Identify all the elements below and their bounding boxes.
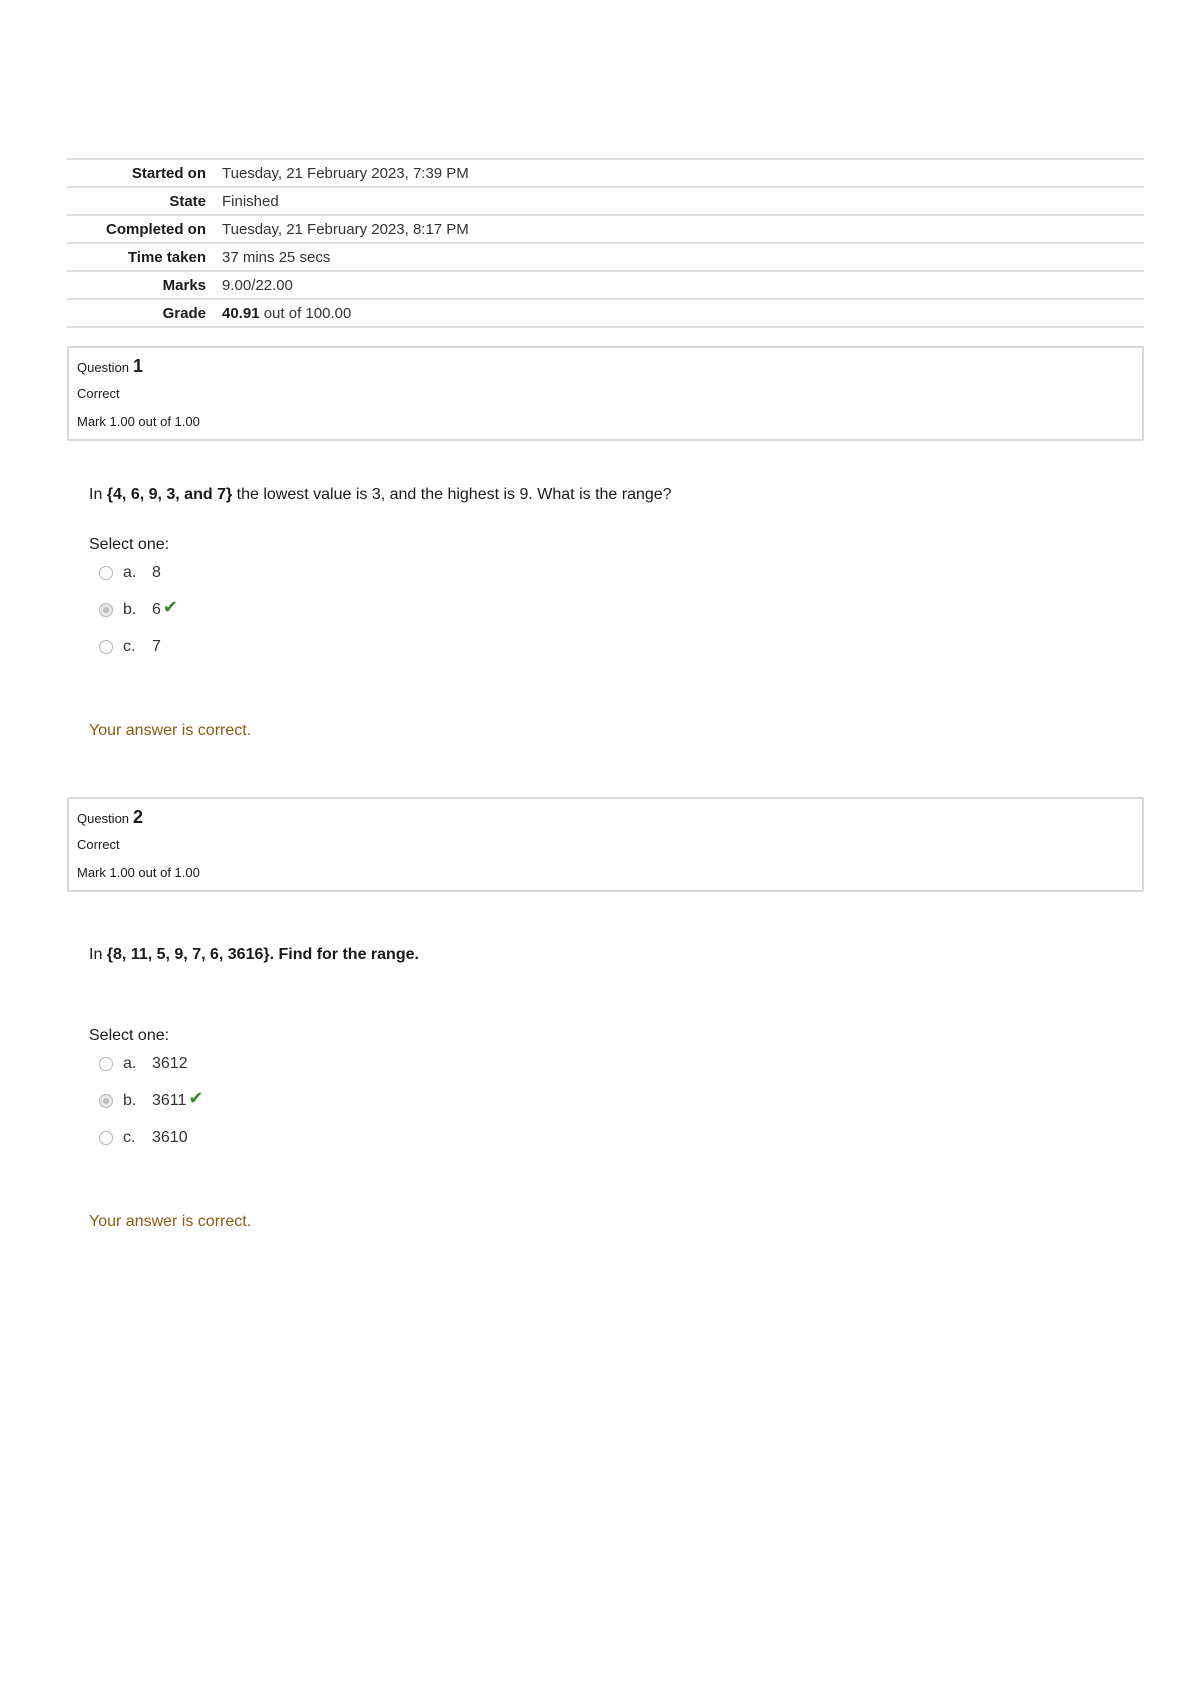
question-info-box: [67, 797, 1144, 892]
option-letter: b.: [123, 601, 137, 618]
answer-feedback: Your answer is correct.: [89, 722, 252, 739]
question-state: Correct: [77, 386, 120, 401]
answer-option-a[interactable]: [99, 562, 161, 584]
question-label: Question: [77, 811, 130, 826]
answer-option-c[interactable]: [99, 636, 161, 658]
select-one-label: Select one:: [89, 1027, 170, 1044]
summary-label: State: [67, 187, 222, 215]
summary-row-time-taken: [67, 243, 1144, 271]
summary-value: 9.00/22.00: [222, 271, 1144, 299]
question-text-bold: {4, 6, 9, 3, and 7}: [106, 486, 233, 503]
question-text-suffix: the lowest value is 3, and the highest is 9. What is the range?: [232, 486, 672, 503]
question-text-prefix: In: [89, 946, 107, 963]
radio-button[interactable]: [99, 1057, 113, 1071]
option-value: 3610: [152, 1129, 188, 1146]
option-value: 6: [152, 601, 161, 618]
option-letter: a.: [123, 564, 137, 581]
summary-label: Marks: [67, 271, 222, 299]
option-value: 3612: [152, 1055, 188, 1072]
radio-button[interactable]: [99, 640, 113, 654]
option-letter: c.: [123, 638, 136, 655]
checkmark-icon: ✔: [188, 1087, 204, 1108]
radio-button[interactable]: [99, 1131, 113, 1145]
question-number-value: 1: [133, 356, 144, 376]
answer-option-c[interactable]: [99, 1127, 188, 1149]
option-letter: b.: [123, 1092, 137, 1109]
summary-label: Grade: [67, 299, 222, 327]
option-value: 3611: [152, 1092, 187, 1109]
option-letter: a.: [123, 1055, 137, 1072]
option-value: 8: [152, 564, 161, 581]
checkmark-icon: ✔: [162, 596, 178, 617]
radio-button[interactable]: [99, 566, 113, 580]
radio-button-selected[interactable]: [99, 1094, 113, 1108]
summary-label: Completed on: [67, 215, 222, 243]
summary-row-started: [67, 159, 1144, 187]
question-info-box: [67, 346, 1144, 441]
answer-feedback: Your answer is correct.: [89, 1213, 252, 1230]
attempt-summary-table: [67, 158, 1144, 328]
question-number-value: 2: [133, 807, 144, 827]
question-number: [77, 805, 1134, 831]
summary-row-completed: [67, 215, 1144, 243]
question-mark: Mark 1.00 out of 1.00: [77, 414, 200, 429]
option-letter: c.: [123, 1129, 136, 1146]
summary-row-grade: [67, 299, 1144, 327]
question-text-prefix: In: [89, 486, 107, 503]
answer-option-b[interactable]: [99, 1087, 204, 1112]
answer-option-b[interactable]: [99, 596, 178, 621]
summary-row-state: [67, 187, 1144, 215]
summary-value: Tuesday, 21 February 2023, 7:39 PM: [222, 159, 1144, 187]
summary-row-marks: [67, 271, 1144, 299]
summary-value: Tuesday, 21 February 2023, 8:17 PM: [222, 215, 1144, 243]
summary-label: Time taken: [67, 243, 222, 271]
question-mark: Mark 1.00 out of 1.00: [77, 865, 200, 880]
summary-value: [222, 299, 1144, 327]
question-number: [77, 354, 1134, 380]
summary-value: 37 mins 25 secs: [222, 243, 1144, 271]
question-state: Correct: [77, 837, 120, 852]
question-label: Question: [77, 360, 130, 375]
summary-value: Finished: [222, 187, 1144, 215]
radio-button-selected[interactable]: [99, 603, 113, 617]
question-text: [89, 946, 419, 964]
grade-out-of: out of 100.00: [263, 304, 352, 322]
summary-label: Started on: [67, 159, 222, 187]
grade-score: 40.91: [222, 304, 260, 322]
option-value: 7: [152, 638, 161, 655]
select-one-label: Select one:: [89, 536, 170, 553]
answer-option-a[interactable]: [99, 1053, 188, 1075]
question-text-bold: {8, 11, 5, 9, 7, 6, 3616}. Find for the range.: [106, 946, 419, 963]
question-text: [89, 486, 672, 504]
